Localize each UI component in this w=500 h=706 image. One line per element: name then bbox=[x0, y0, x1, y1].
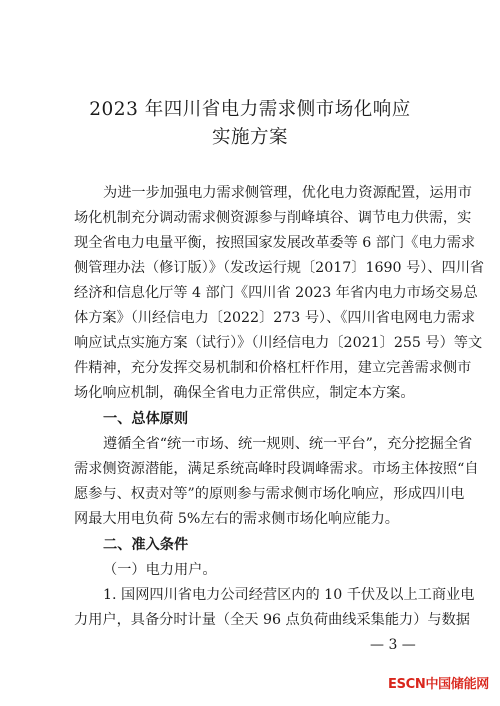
source-watermark: ESCN中国储能网 bbox=[388, 677, 489, 692]
section1-heading: 一、总体原则 bbox=[103, 411, 189, 427]
intro-line: 件精神，充分发挥交易机制和价格杠杆作用，建立完善需求侧市 bbox=[74, 360, 472, 376]
intro-line: 现全省电力电量平衡，按照国家发展改革委等 6 部门《电力需求 bbox=[74, 235, 476, 251]
intro-line: 为进一步加强电力需求侧管理，优化电力资源配置，运用市 bbox=[103, 185, 472, 201]
document-title-line2: 实施方案 bbox=[211, 127, 288, 148]
section1-line: 网最大用电负荷 5%左右的需求侧市场化响应能力。 bbox=[74, 511, 399, 527]
page-number: — 3 — bbox=[370, 637, 416, 653]
section1-line: 需求侧资源潜能，满足系统高峰时段调峰需求。市场主体按照“自 bbox=[74, 461, 479, 477]
intro-line: 响应试点实施方案（试行）》（川经信电力〔2021〕255 号）等文 bbox=[74, 335, 483, 351]
section2-subheading: （一）电力用户。 bbox=[103, 562, 217, 578]
section1-line: 遵循全省“统一市场、统一规则、统一平台”，充分挖掘全省 bbox=[103, 436, 473, 452]
document-title-line1: 2023 年四川省电力需求侧市场化响应 bbox=[89, 99, 411, 120]
intro-line: 体方案》（川经信电力〔2022〕273 号）、《四川省电网电力需求 bbox=[74, 310, 476, 326]
section2-heading: 二、准入条件 bbox=[103, 537, 189, 553]
intro-line: 场化机制充分调动需求侧资源参与削峰填谷、调节电力供需，实 bbox=[74, 210, 472, 226]
section1-line: 愿参与、权责对等”的原则参与需求侧市场化响应，形成四川电 bbox=[74, 486, 465, 502]
intro-line: 经济和信息化厅等 4 部门《四川省 2023 年省内电力市场交易总 bbox=[74, 285, 478, 301]
section2-line: 力用户，具备分时计量（全天 96 点负荷曲线采集能力）与数据 bbox=[74, 612, 470, 628]
intro-line: 场化响应机制，确保全省电力正常供应，制定本方案。 bbox=[74, 385, 415, 401]
section2-line: 1. 国网四川省电力公司经营区内的 10 千伏及以上工商业电 bbox=[103, 587, 475, 603]
intro-line: 侧管理办法（修订版）》（发改运行规〔2017〕1690 号）、四川省 bbox=[74, 260, 485, 276]
